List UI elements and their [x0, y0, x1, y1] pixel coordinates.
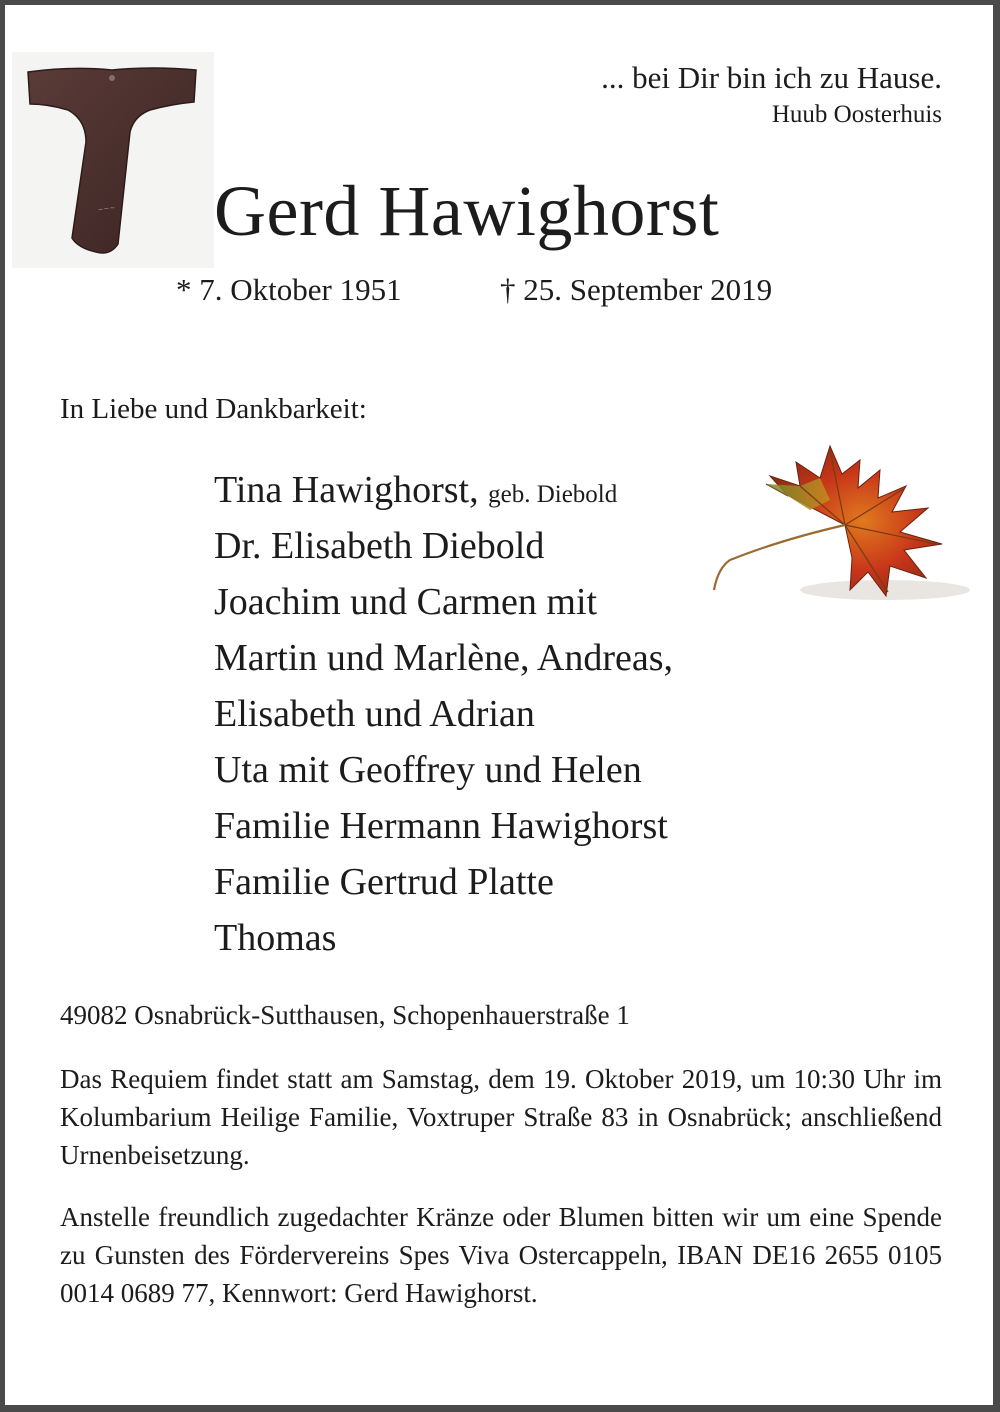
mourners-list — [214, 462, 673, 966]
mourner-line: Martin und Marlène, Andreas, — [214, 637, 674, 679]
requiem-paragraph: Das Requiem findet statt am Samstag, dem 19. Oktober 2019, um 10:30 Uhr im Kolumbarium Heilige Familie, Voxtruper Straße 83 in Osnabrück; anschließend Urnenbeisetzung. — [60, 1064, 942, 1170]
family-address: 49082 Osnabrück-Sutthausen, Schopenhauerstraße 1 — [60, 1000, 630, 1030]
mourner-line: Elisabeth und Adrian — [214, 693, 535, 735]
mourner-line: Thomas — [214, 917, 337, 959]
deceased-name: Gerd Hawighorst — [214, 171, 720, 251]
mourners-intro: In Liebe und Dankbarkeit: — [60, 393, 367, 425]
death-date: † 25. September 2019 — [500, 272, 773, 307]
maple-leaf-image — [700, 440, 975, 615]
birth-date: * 7. Oktober 1951 — [176, 272, 402, 307]
mourner-name: Tina Hawighorst, — [214, 469, 479, 511]
tau-cross-icon — [12, 52, 214, 268]
mourner-line: Familie Gertrud Platte — [214, 861, 554, 903]
donation-paragraph: Anstelle freundlich zugedachter Kränze oder Blumen bitten wir um eine Spende zu Gunsten des Fördervereins Spes Viva Ostercappeln, IBAN DE16 2655 0105 0014 0689 77, Kennwort: Gerd Hawighorst. — [60, 1202, 942, 1308]
svg-text:~~~: ~~~ — [97, 203, 116, 214]
mourner-line: Joachim und Carmen mit — [214, 581, 598, 623]
mourner-line: Uta mit Geoffrey und Helen — [214, 749, 642, 791]
mourner-line — [214, 462, 673, 518]
quote-author: Huub Oosterhuis — [771, 101, 942, 128]
tau-cross-image — [12, 52, 214, 268]
quote-line: ... bei Dir bin ich zu Hause. — [601, 60, 942, 95]
maiden-name-note: geb. Diebold — [488, 481, 618, 508]
mourner-line: Dr. Elisabeth Diebold — [214, 525, 545, 567]
mourner-line: Familie Hermann Hawighorst — [214, 805, 668, 847]
maple-leaf-icon — [700, 440, 975, 615]
